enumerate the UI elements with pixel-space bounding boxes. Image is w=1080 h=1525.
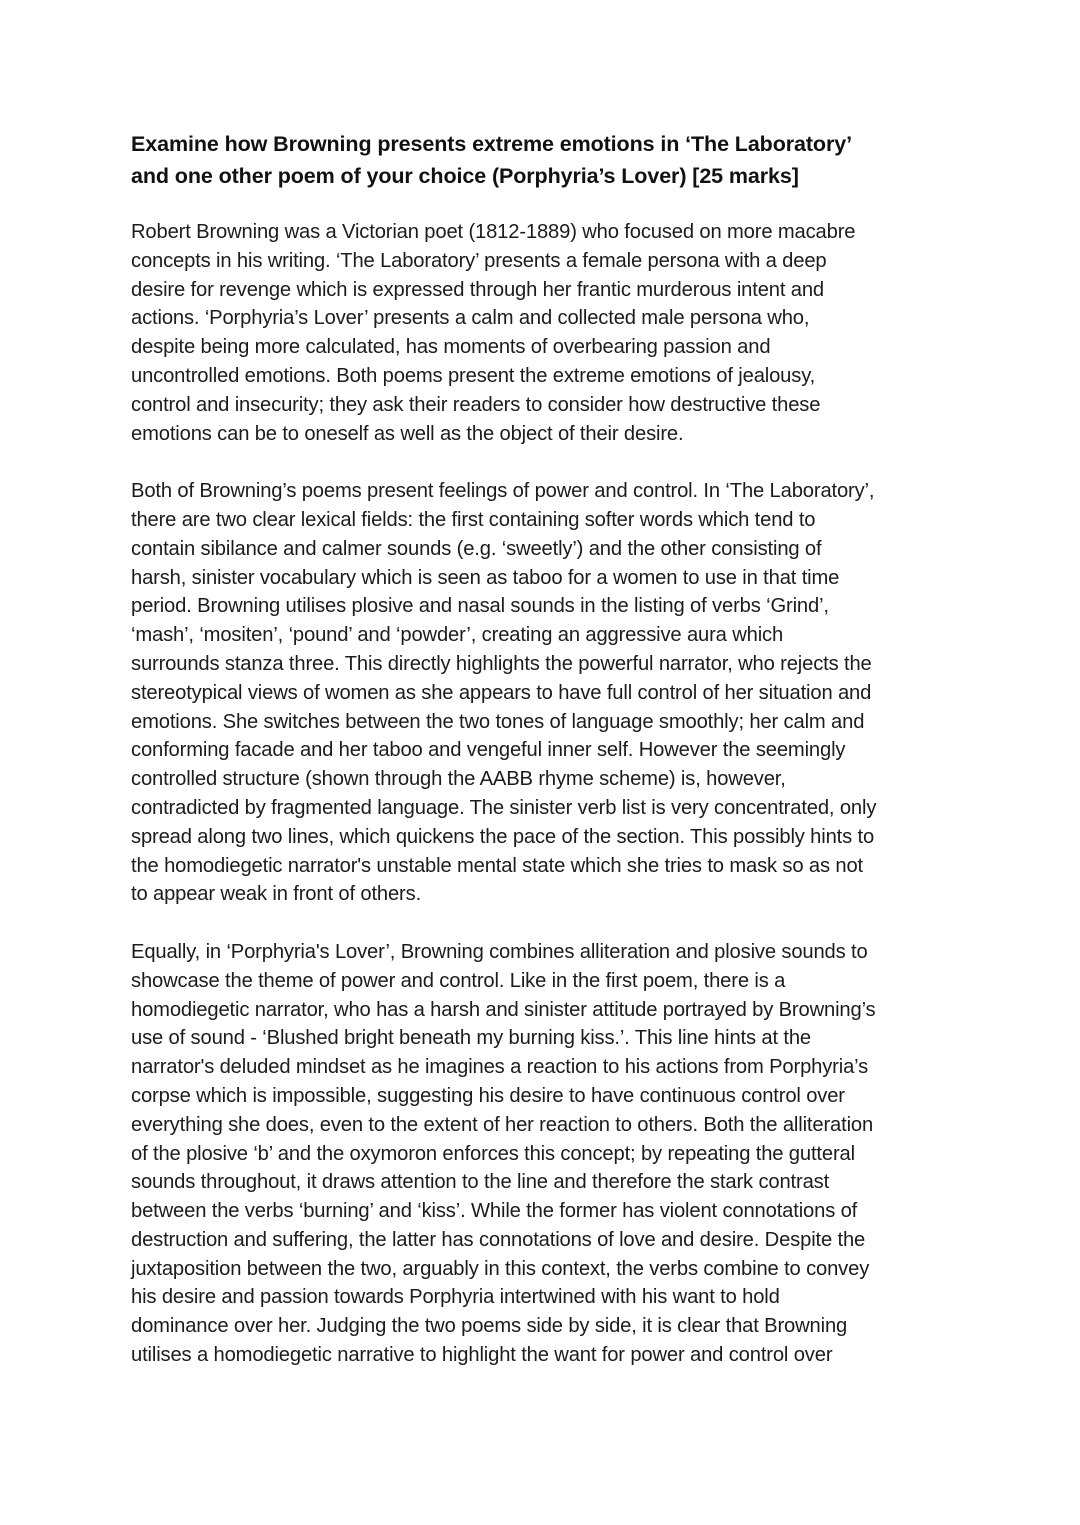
paragraph-line: uncontrolled emotions. Both poems present the extreme emotions of jealousy, (131, 364, 816, 387)
paragraph-line: juxtaposition between the two, arguably in this context, the verbs combine to convey (131, 1257, 870, 1280)
paragraph-line: surrounds stanza three. This directly highlights the powerful narrator, who rejects the (131, 652, 872, 675)
paragraph-line: harsh, sinister vocabulary which is seen as taboo for a women to use in that time (131, 566, 840, 589)
paragraph-line: homodiegetic narrator, who has a harsh and sinister attitude portrayed by Browning’s (131, 998, 876, 1021)
paragraph-line: Equally, in ‘Porphyria's Lover’, Browning combines alliteration and plosive sounds to (131, 940, 868, 963)
paragraph-line: there are two clear lexical fields: the first containing softer words which tend to (131, 508, 816, 531)
document-page (131, 128, 951, 1399)
paragraph-line: everything she does, even to the extent of her reaction to others. Both the alliteration (131, 1113, 874, 1136)
paragraph-line: actions. ‘Porphyria’s Lover’ presents a calm and collected male persona who, (131, 307, 810, 330)
essay-title-line: and one other poem of your choice (Porphyria’s Lover) [25 marks] (131, 164, 799, 188)
paragraph-porphyria-analysis (131, 938, 951, 1370)
paragraph-line: ‘mash’, ‘mositen’, ‘pound’ and ‘powder’, creating an aggressive aura which (131, 624, 784, 647)
paragraph-line: between the verbs ‘burning’ and ‘kiss’. While the former has violent connotations of (131, 1200, 858, 1223)
paragraph-line: to appear weak in front of others. (131, 883, 422, 906)
paragraph-line: narrator's deluded mindset as he imagines a reaction to his actions from Porphyria’s (131, 1056, 869, 1079)
paragraph-line: controlled structure (shown through the AABB rhyme scheme) is, however, (131, 768, 786, 791)
paragraph-line: emotions can be to oneself as well as the object of their desire. (131, 422, 684, 445)
paragraph-introduction (131, 218, 951, 448)
essay-title-line: Examine how Browning presents extreme emotions in ‘The Laboratory’ (131, 132, 852, 156)
paragraph-line: despite being more calculated, has moments of overbearing passion and (131, 336, 771, 359)
paragraph-line: of the plosive ‘b’ and the oxymoron enforces this concept; by repeating the gutteral (131, 1142, 855, 1165)
paragraph-laboratory-analysis (131, 477, 951, 909)
paragraph-line: destruction and suffering, the latter has connotations of love and desire. Despite the (131, 1228, 866, 1251)
paragraph-line: contradicted by fragmented language. The sinister verb list is very concentrated, only (131, 796, 877, 819)
paragraph-line: Robert Browning was a Victorian poet (1812-1889) who focused on more macabre (131, 221, 856, 243)
paragraph-line: showcase the theme of power and control. Like in the first poem, there is a (131, 969, 786, 992)
paragraph-line: spread along two lines, which quickens the pace of the section. This possibly hints to (131, 825, 875, 848)
paragraph-line: stereotypical views of women as she appears to have full control of her situation and (131, 681, 872, 704)
paragraph-line: concepts in his writing. ‘The Laboratory’ presents a female persona with a deep (131, 249, 827, 272)
paragraph-line: dominance over her. Judging the two poems side by side, it is clear that Browning (131, 1315, 848, 1338)
paragraph-line: contain sibilance and calmer sounds (e.g. ‘sweetly’) and the other consisting of (131, 537, 822, 560)
paragraph-line: sounds throughout, it draws attention to the line and therefore the stark contrast (131, 1171, 830, 1194)
paragraph-line: corpse which is impossible, suggesting his desire to have continuous control over (131, 1084, 845, 1107)
paragraph-line: utilises a homodiegetic narrative to highlight the want for power and control over (131, 1344, 833, 1367)
paragraph-line: conforming facade and her taboo and vengeful inner self. However the seemingly (131, 739, 846, 762)
paragraph-line: control and insecurity; they ask their readers to consider how destructive these (131, 393, 821, 416)
essay-title (131, 128, 951, 192)
paragraph-line: his desire and passion towards Porphyria intertwined with his want to hold (131, 1286, 780, 1309)
paragraph-line: desire for revenge which is expressed through her frantic murderous intent and (131, 278, 824, 301)
paragraph-line: emotions. She switches between the two tones of language smoothly; her calm and (131, 710, 865, 733)
paragraph-line: use of sound - ‘Blushed bright beneath my burning kiss.’. This line hints at the (131, 1027, 812, 1050)
paragraph-line: period. Browning utilises plosive and nasal sounds in the listing of verbs ‘Grind’, (131, 595, 829, 618)
paragraph-line: the homodiegetic narrator's unstable mental state which she tries to mask so as not (131, 854, 863, 877)
paragraph-line: Both of Browning’s poems present feelings of power and control. In ‘The Laboratory’, (131, 480, 875, 503)
